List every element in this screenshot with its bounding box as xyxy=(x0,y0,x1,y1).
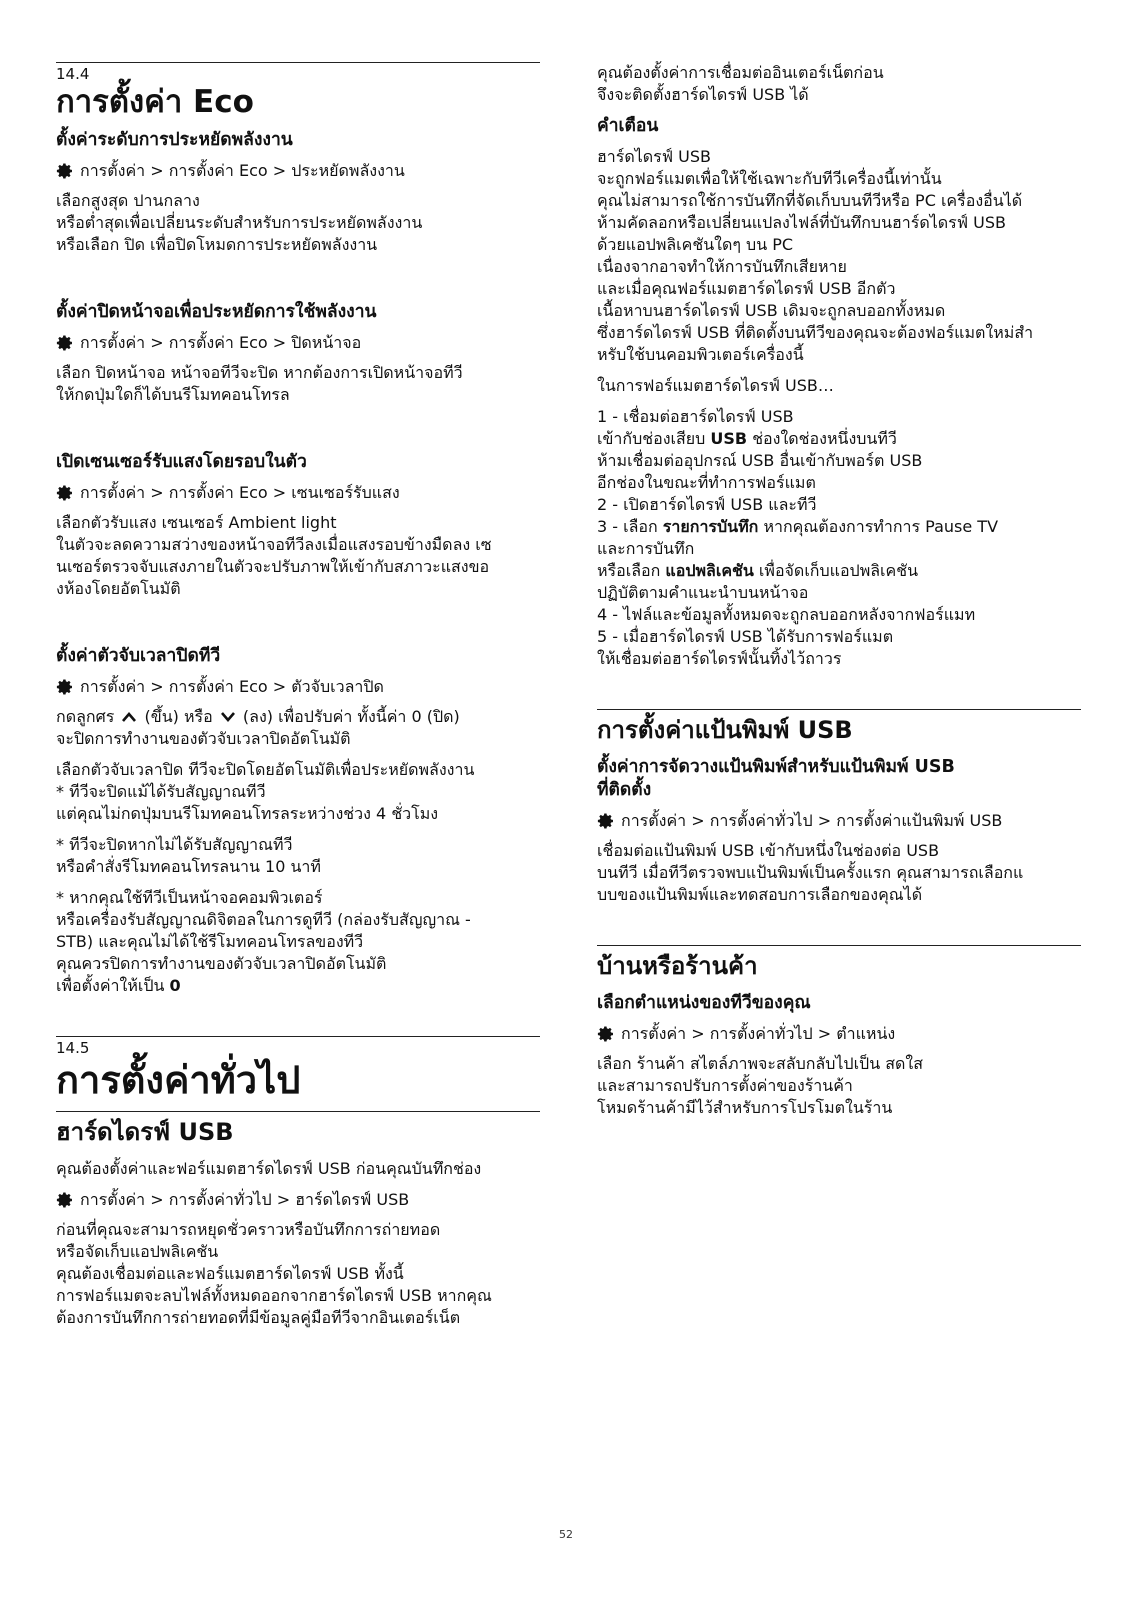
nav-text: การตั้งค่า > การตั้งค่า Eco > เซนเซอร์รับแสง xyxy=(80,483,400,502)
usb-body-continued: คุณต้องตั้งค่าการเชื่อมต่ออินเตอร์เน็ตก่อน จึงจะติดตั้งฮาร์ดไดรฟ์ USB ได้ xyxy=(597,63,884,104)
nav-text: การตั้งค่า > การตั้งค่า Eco > ตัวจับเวลาปิด xyxy=(80,677,384,696)
usb-body: ก่อนที่คุณจะสามารถหยุดชั่วคราวหรือบันทึกการถ่ายทอด หรือจัดเก็บแอปพลิเคชัน คุณต้องเชื่อมต่อและฟอร์แมตฮาร์ดไดรฟ์ USB ทั้งนี้ การฟอร์แมตจะลบไฟล์ทั้งหมดออกจากฮาร์ดไดรฟ์ USB หากคุณ ต้องการบันทึกการถ่ายทอดที่มีข้อมูลคู่มือทีวีจากอินเตอร์เน็ต xyxy=(56,1220,492,1327)
energy-nav-path xyxy=(56,160,540,182)
nav-text: การตั้งค่า > การตั้งค่าทั่วไป > ฮาร์ดไดรฟ์ USB xyxy=(80,1190,410,1209)
gear-icon xyxy=(56,678,74,696)
location-nav-path xyxy=(597,1023,1081,1045)
light-sensor-body: เลือกตัวรับแสง เซนเซอร์ Ambient light ในตัวจะลดความสว่างของหน้าจอทีวีลงเมื่อแสงรอบข้างมืดลง เซ นเซอร์ตรวจจับแสงภายในตัวจะปรับภาพให้เข้ากับสภาวะแสงขอ งห้องโดยอัตโนมัติ xyxy=(56,513,492,598)
energy-body: เลือกสูงสุด ปานกลาง หรือต่ำสุดเพื่อเปลี่ยนระดับสำหรับการประหยัดพลังงาน หรือเลือก ปิด เพื่อปิดโหมดการประหยัดพลังงาน xyxy=(56,191,423,254)
location-body: เลือก ร้านค้า สไตล์ภาพจะสลับกลับไปเป็น สดใส และสามารถปรับการตั้งค่าของร้านค้า โหมดร้านค้ามีไว้สำหรับการโปรโมตในร้าน xyxy=(597,1054,923,1117)
timer-body-arrows: กดลูกศร (ขึ้น) หรือ (ลง) เพื่อปรับค่า ทั้งนี้ค่า 0 (ปิด) จะปิดการทำงานของตัวจับเวลาปิดอัตโนมัติ xyxy=(56,707,460,748)
chevron-down-icon xyxy=(220,711,236,723)
timer-body-4: * หากคุณใช้ทีวีเป็นหน้าจอคอมพิวเตอร์ หรือเครื่องรับสัญญาณดิจิตอลในการดูทีวี (กล่องรับสัญญาณ - STB) และคุณไม่ได้ใช้รีโมทคอนโทรลของทีวี คุณควรปิดการทำงานของตัวจับเวลาปิดอัตโนมัติ เพื่อตั้งค่าให้เป็น 0 xyxy=(56,888,471,995)
timer-body-3: * ทีวีจะปิดหากไม่ได้รับสัญญาณทีวี หรือคำสั่งรีโมทคอนโทรลนาน 10 นาที xyxy=(56,835,321,876)
usb-intro: คุณต้องตั้งค่าและฟอร์แมตฮาร์ดไดรฟ์ USB ก่อนคุณบันทึกช่อง xyxy=(56,1159,482,1178)
energy-heading: ตั้งค่าระดับการประหยัดพลังงาน xyxy=(56,130,293,150)
nav-text: การตั้งค่า > การตั้งค่า Eco > ประหยัดพลังงาน xyxy=(80,161,405,180)
usb-title: ฮาร์ดไดรฟ์ USB xyxy=(56,1118,234,1146)
section-title: การตั้งค่า Eco xyxy=(56,84,254,120)
usb-nav-path xyxy=(56,1189,540,1211)
warning-body: ฮาร์ดไดรฟ์ USB จะถูกฟอร์แมตเพื่อให้ใช้เฉพาะกับทีวีเครื่องนี้เท่านั้น คุณไม่สามารถใช้การบันทึกที่จัดเก็บบนทีวีหรือ PC เครื่องอื่นได้ ห้ามคัดลอกหรือเปลี่ยนแปลงไฟล์ที่บันทึกบนฮาร์ดไดรฟ์ USB ด้วยแอปพลิเคชันใดๆ บน PC เนื่องจากอาจทำให้การบันทึกเสียหาย และเมื่อคุณฟอร์แมตฮาร์ดไดรฟ์ USB อีกตัว เนื้อหาบนฮาร์ดไดรฟ์ USB เดิมจะถูกลบออกทั้งหมด ซึ่งฮาร์ดไดรฟ์ USB ที่ติดตั้งบนทีวีของคุณจะต้องฟอร์แมตใหม่สำ หรับใช้บนคอมพิวเตอร์เครื่องนี้ xyxy=(597,147,1034,364)
gear-icon xyxy=(597,1025,615,1043)
format-intro: ในการฟอร์แมตฮาร์ดไดรฟ์ USB… xyxy=(597,376,834,395)
warning-heading: คำเตือน xyxy=(597,116,659,136)
screen-off-heading: ตั้งค่าปิดหน้าจอเพื่อประหยัดการใช้พลังงาน xyxy=(56,302,377,322)
subsection-rule xyxy=(597,709,1081,710)
keyboard-title: การตั้งค่าแป้นพิมพ์ USB xyxy=(597,716,853,744)
left-column xyxy=(56,62,540,1338)
keyboard-body: เชื่อมต่อแป้นพิมพ์ USB เข้ากับหนึ่งในช่องต่อ USB บนทีวี เมื่อทีวีตรวจพบแป้นพิมพ์เป็นครั้งแรก คุณสามารถเลือกแ บบของแป้นพิมพ์และทดสอบการเลือกของคุณได้ xyxy=(597,841,1024,904)
gear-icon xyxy=(56,484,74,502)
keyboard-nav-path xyxy=(597,810,1081,832)
right-column xyxy=(597,62,1081,1128)
keyboard-heading: ตั้งค่าการจัดวางแป้นพิมพ์สำหรับแป้นพิมพ์ USB ที่ติดตั้ง xyxy=(597,757,955,800)
gear-icon xyxy=(56,162,74,180)
section-number: 14.4 xyxy=(56,65,90,83)
nav-text: การตั้งค่า > การตั้งค่า Eco > ปิดหน้าจอ xyxy=(80,333,362,352)
page-number: 52 xyxy=(559,1528,573,1541)
light-sensor-nav-path xyxy=(56,482,540,504)
subsection-rule xyxy=(56,1111,540,1112)
gear-icon xyxy=(56,1191,74,1209)
section-rule xyxy=(56,1036,540,1037)
section-title: การตั้งค่าทั่วไป xyxy=(56,1058,301,1102)
light-sensor-heading: เปิดเซนเซอร์รับแสงโดยรอบในตัว xyxy=(56,452,307,472)
screen-off-nav-path xyxy=(56,332,540,354)
format-steps: 1 - เชื่อมต่อฮาร์ดไดรฟ์ USB เข้ากับช่องเสียบ USB ช่องใดช่องหนึ่งบนทีวี ห้ามเชื่อมต่ออุปกรณ์ USB อื่นเข้ากับพอร์ต USB อีกช่องในขณะที่ทำการฟอร์แมต 2 - เปิดฮาร์ดไดรฟ์ USB และทีวี 3 - เลือก รายการบันทึก หากคุณต้องการทำการ Pause TV และการบันทึก หรือเลือก แอปพลิเคชัน เพื่อจัดเก็บแอปพลิเคชัน ปฏิบัติตามคำแนะนำบนหน้าจอ 4 - ไฟล์และข้อมูลทั้งหมดจะถูกลบออกหลังจากฟอร์แมท 5 - เมื่อฮาร์ดไดรฟ์ USB ได้รับการฟอร์แมต ให้เชื่อมต่อฮาร์ดไดรฟ์นั้นทิ้งไว้ถาวร xyxy=(597,407,999,668)
timer-heading: ตั้งค่าตัวจับเวลาปิดทีวี xyxy=(56,646,221,666)
timer-nav-path xyxy=(56,676,540,698)
section-number: 14.5 xyxy=(56,1039,90,1057)
subsection-rule xyxy=(597,945,1081,946)
timer-body-2: เลือกตัวจับเวลาปิด ทีวีจะปิดโดยอัตโนมัติเพื่อประหยัดพลังงาน * ทีวีจะปิดแม้ได้รับสัญญาณทีวี แต่คุณไม่กดปุ่มบนรีโมทคอนโทรลระหว่างช่วง 4 ชั่วโมง xyxy=(56,760,475,823)
gear-icon xyxy=(597,812,615,830)
nav-text: การตั้งค่า > การตั้งค่าทั่วไป > ตำแหน่ง xyxy=(621,1024,896,1043)
location-title: บ้านหรือร้านค้า xyxy=(597,952,758,980)
screen-off-body: เลือก ปิดหน้าจอ หน้าจอทีวีจะปิด หากต้องการเปิดหน้าจอทีวี ให้กดปุ่มใดก็ได้บนรีโมทคอนโทรล xyxy=(56,363,463,404)
nav-text: การตั้งค่า > การตั้งค่าทั่วไป > การตั้งค่าแป้นพิมพ์ USB xyxy=(621,811,1003,830)
chevron-up-icon xyxy=(121,711,137,723)
section-rule xyxy=(56,62,540,63)
location-heading: เลือกตำแหน่งของทีวีของคุณ xyxy=(597,993,811,1013)
gear-icon xyxy=(56,334,74,352)
